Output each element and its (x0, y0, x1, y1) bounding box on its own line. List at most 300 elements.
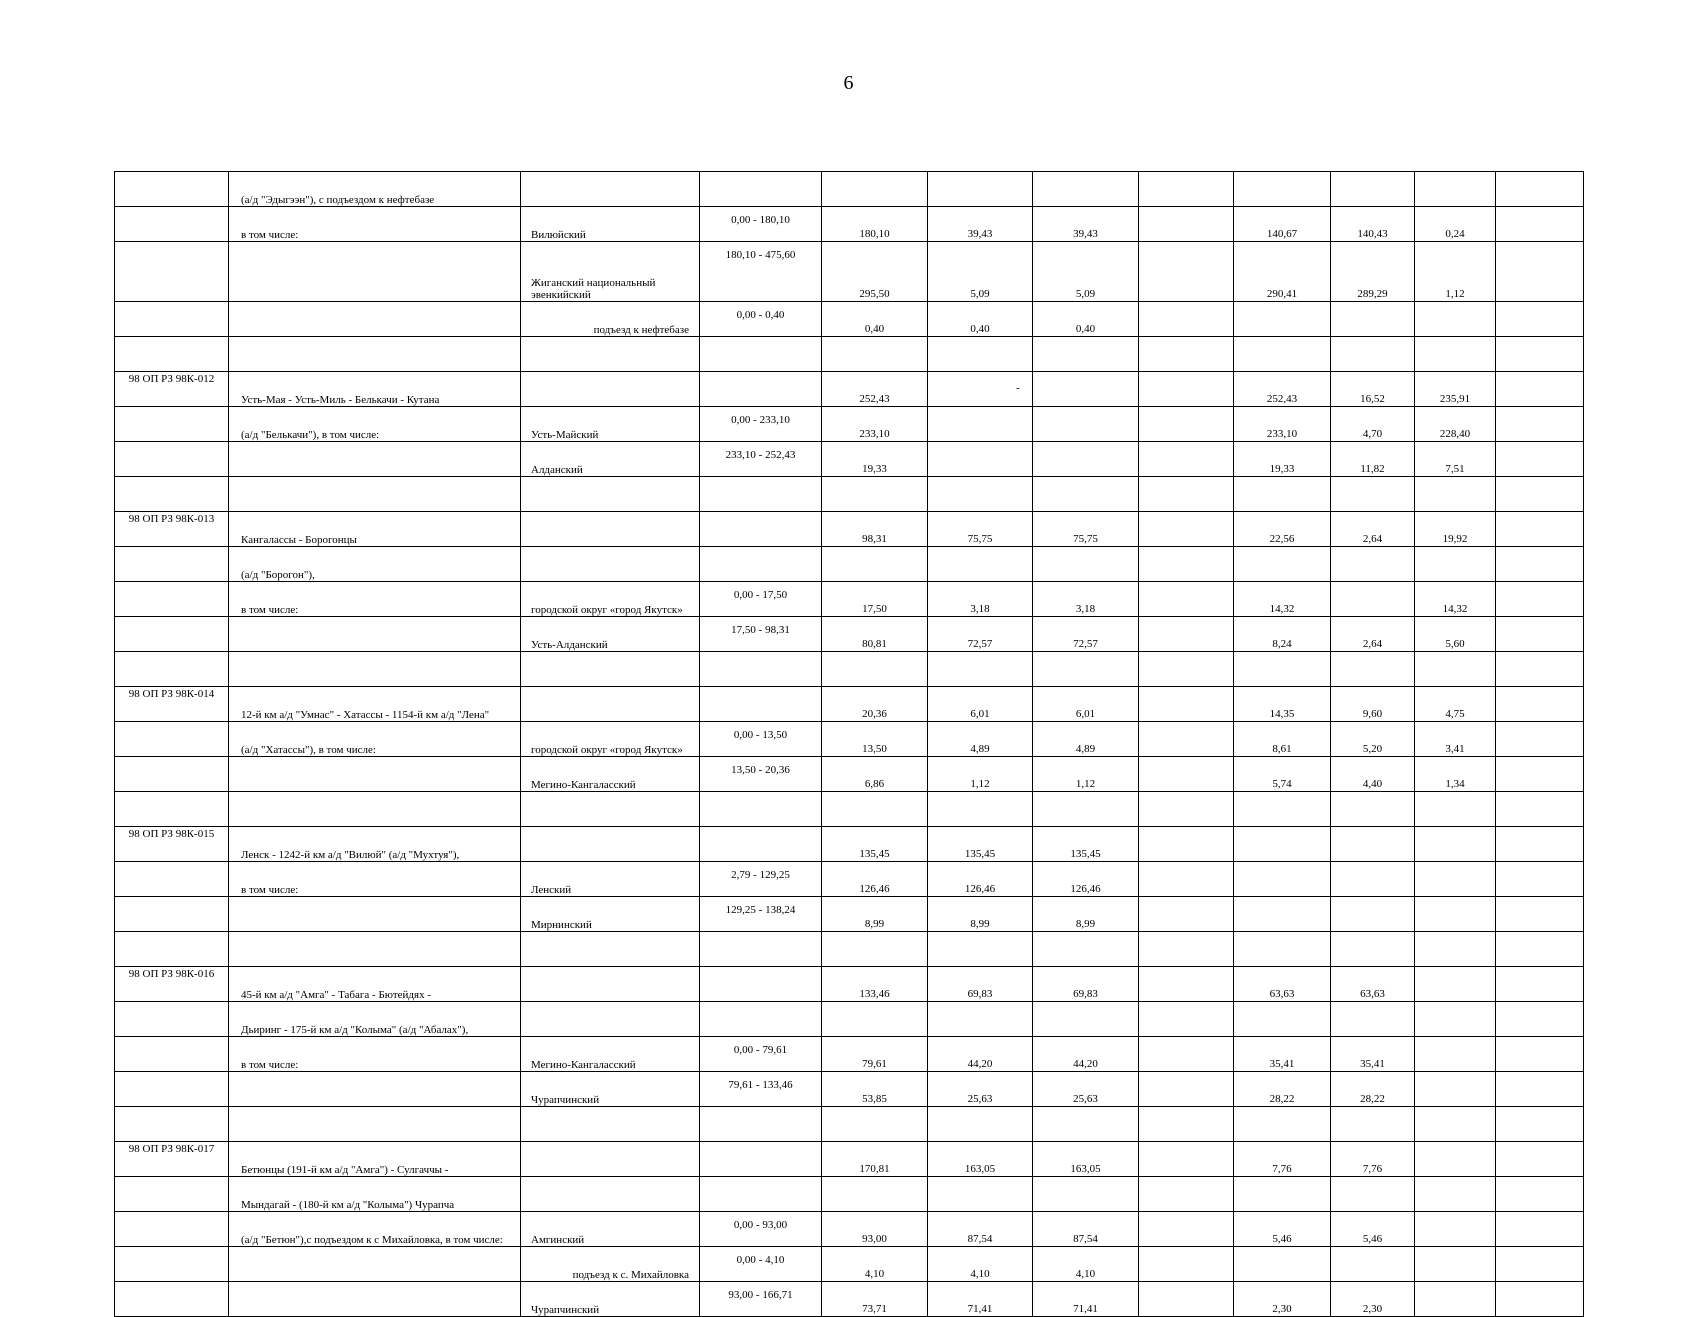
km-range-cell: 233,10 - 252,43 (700, 442, 822, 477)
value-cell-2 (928, 652, 1033, 687)
value-cell-3: 3,18 (1033, 582, 1139, 617)
value-cell-2: 6,01 (928, 687, 1033, 722)
value-cell-5: 14,32 (1234, 582, 1331, 617)
district-cell (521, 372, 700, 407)
table-row (115, 582, 1584, 617)
road-code-cell (115, 337, 229, 372)
road-name-cell (229, 442, 521, 477)
value-cell-4 (1139, 897, 1234, 932)
road-code-cell (115, 547, 229, 582)
value-cell-6 (1331, 827, 1415, 862)
value-cell-4 (1139, 1212, 1234, 1247)
total-length-cell: 233,10 (822, 407, 928, 442)
value-cell-3: 25,63 (1033, 1072, 1139, 1107)
value-cell-5: 63,63 (1234, 967, 1331, 1002)
value-cell-2 (928, 547, 1033, 582)
value-cell-2: 72,57 (928, 617, 1033, 652)
value-cell-7 (1415, 1142, 1496, 1177)
total-length-cell: 4,10 (822, 1247, 928, 1282)
value-cell-5 (1234, 1107, 1331, 1142)
km-range-cell: 79,61 - 133,46 (700, 1072, 822, 1107)
table-row (115, 1177, 1584, 1212)
total-length-cell: 17,50 (822, 582, 928, 617)
road-name-cell: Кангалассы - Борогонцы (229, 512, 521, 547)
road-name-cell (229, 652, 521, 687)
total-length-cell: 170,81 (822, 1142, 928, 1177)
value-cell-6: 63,63 (1331, 967, 1415, 1002)
total-length-cell: 135,45 (822, 827, 928, 862)
total-length-cell: 80,81 (822, 617, 928, 652)
district-cell: Усть-Алданский (521, 617, 700, 652)
value-cell-3: 71,41 (1033, 1282, 1139, 1317)
value-cell-6: 9,60 (1331, 687, 1415, 722)
km-range-cell (700, 827, 822, 862)
km-range-cell: 2,79 - 129,25 (700, 862, 822, 897)
road-code-cell (115, 862, 229, 897)
value-cell-4 (1139, 512, 1234, 547)
value-cell-4 (1139, 172, 1234, 207)
km-range-cell: 0,00 - 79,61 (700, 1037, 822, 1072)
table-row (115, 407, 1584, 442)
value-cell-3: 87,54 (1033, 1212, 1139, 1247)
value-cell-8 (1496, 722, 1584, 757)
value-cell-2: 69,83 (928, 967, 1033, 1002)
value-cell-3: 75,75 (1033, 512, 1139, 547)
value-cell-4 (1139, 582, 1234, 617)
value-cell-7: 4,75 (1415, 687, 1496, 722)
value-cell-5: 5,46 (1234, 1212, 1331, 1247)
value-cell-5: 14,35 (1234, 687, 1331, 722)
value-cell-4 (1139, 442, 1234, 477)
district-cell: Алданский (521, 442, 700, 477)
value-cell-7 (1415, 302, 1496, 337)
road-code-cell (115, 1247, 229, 1282)
total-length-cell: 252,43 (822, 372, 928, 407)
district-cell: Мирнинский (521, 897, 700, 932)
value-cell-8 (1496, 1212, 1584, 1247)
value-cell-8 (1496, 652, 1584, 687)
value-cell-2 (928, 407, 1033, 442)
value-cell-7 (1415, 652, 1496, 687)
value-cell-2: 3,18 (928, 582, 1033, 617)
value-cell-4 (1139, 302, 1234, 337)
value-cell-3: 126,46 (1033, 862, 1139, 897)
road-name-cell: Дьиринг - 175-й км а/д "Колыма" (а/д "Абалах"), (229, 1002, 521, 1037)
value-cell-3 (1033, 442, 1139, 477)
value-cell-5: 28,22 (1234, 1072, 1331, 1107)
value-cell-6: 2,64 (1331, 512, 1415, 547)
value-cell-2: 75,75 (928, 512, 1033, 547)
district-cell (521, 932, 700, 967)
road-code-cell (115, 1107, 229, 1142)
road-code-cell (115, 722, 229, 757)
value-cell-2: 44,20 (928, 1037, 1033, 1072)
value-cell-8 (1496, 792, 1584, 827)
km-range-cell (700, 172, 822, 207)
value-cell-4 (1139, 757, 1234, 792)
value-cell-2: 25,63 (928, 1072, 1033, 1107)
table-row (115, 687, 1584, 722)
dash-mark: - (1016, 382, 1020, 394)
road-code-cell (115, 407, 229, 442)
value-cell-7 (1415, 477, 1496, 512)
km-range-cell (700, 512, 822, 547)
value-cell-7: 1,34 (1415, 757, 1496, 792)
value-cell-6: 7,76 (1331, 1142, 1415, 1177)
value-cell-5 (1234, 547, 1331, 582)
value-cell-6: 35,41 (1331, 1037, 1415, 1072)
value-cell-2: 135,45 (928, 827, 1033, 862)
value-cell-7 (1415, 932, 1496, 967)
road-code-cell (115, 932, 229, 967)
value-cell-4 (1139, 1142, 1234, 1177)
road-name-cell: (а/д "Хатассы"), в том числе: (229, 722, 521, 757)
value-cell-8 (1496, 617, 1584, 652)
value-cell-7 (1415, 827, 1496, 862)
table-row (115, 372, 1584, 407)
value-cell-3 (1033, 652, 1139, 687)
road-code-cell (115, 302, 229, 337)
km-range-cell: 0,00 - 180,10 (700, 207, 822, 242)
value-cell-4 (1139, 337, 1234, 372)
total-length-cell (822, 1107, 928, 1142)
road-code-cell (115, 897, 229, 932)
value-cell-5: 5,74 (1234, 757, 1331, 792)
table-row (115, 1282, 1584, 1317)
value-cell-4 (1139, 1002, 1234, 1037)
km-range-cell: 93,00 - 166,71 (700, 1282, 822, 1317)
value-cell-8 (1496, 757, 1584, 792)
value-cell-3 (1033, 337, 1139, 372)
value-cell-5: 35,41 (1234, 1037, 1331, 1072)
value-cell-8 (1496, 172, 1584, 207)
value-cell-5 (1234, 302, 1331, 337)
total-length-cell: 93,00 (822, 1212, 928, 1247)
value-cell-8 (1496, 582, 1584, 617)
value-cell-4 (1139, 862, 1234, 897)
value-cell-5 (1234, 1247, 1331, 1282)
road-code-cell: 98 ОП РЗ 98К-016 (115, 967, 229, 1002)
value-cell-4 (1139, 1177, 1234, 1212)
value-cell-8 (1496, 1072, 1584, 1107)
total-length-cell: 295,50 (822, 242, 928, 302)
value-cell-6 (1331, 477, 1415, 512)
road-code-cell (115, 207, 229, 242)
table-row (115, 897, 1584, 932)
value-cell-2 (928, 172, 1033, 207)
value-cell-6: 28,22 (1331, 1072, 1415, 1107)
km-range-cell (700, 547, 822, 582)
road-name-cell (229, 302, 521, 337)
district-cell (521, 652, 700, 687)
value-cell-2 (928, 372, 1033, 407)
total-length-cell (822, 1002, 928, 1037)
value-cell-3 (1033, 1177, 1139, 1212)
value-cell-7: 0,24 (1415, 207, 1496, 242)
district-cell (521, 547, 700, 582)
value-cell-8 (1496, 207, 1584, 242)
road-name-cell (229, 792, 521, 827)
value-cell-8 (1496, 897, 1584, 932)
value-cell-3 (1033, 372, 1139, 407)
table-row (115, 242, 1584, 302)
value-cell-4 (1139, 687, 1234, 722)
district-cell (521, 477, 700, 512)
value-cell-4 (1139, 722, 1234, 757)
roads-table (114, 171, 1584, 1317)
district-cell: Ленский (521, 862, 700, 897)
value-cell-8 (1496, 1107, 1584, 1142)
total-length-cell: 79,61 (822, 1037, 928, 1072)
total-length-cell (822, 477, 928, 512)
value-cell-2: 39,43 (928, 207, 1033, 242)
value-cell-4 (1139, 617, 1234, 652)
road-code-cell (115, 477, 229, 512)
road-code-cell: 98 ОП РЗ 98К-013 (115, 512, 229, 547)
km-range-cell (700, 792, 822, 827)
km-range-cell: 0,00 - 13,50 (700, 722, 822, 757)
district-cell (521, 967, 700, 1002)
road-code-cell (115, 442, 229, 477)
total-length-cell: 8,99 (822, 897, 928, 932)
value-cell-7 (1415, 337, 1496, 372)
value-cell-8 (1496, 372, 1584, 407)
value-cell-5: 2,30 (1234, 1282, 1331, 1317)
km-range-cell (700, 477, 822, 512)
value-cell-6 (1331, 932, 1415, 967)
value-cell-7: 14,32 (1415, 582, 1496, 617)
km-range-cell (700, 1177, 822, 1212)
value-cell-7 (1415, 1282, 1496, 1317)
total-length-cell: 13,50 (822, 722, 928, 757)
total-length-cell (822, 792, 928, 827)
value-cell-2 (928, 1177, 1033, 1212)
km-range-cell (700, 967, 822, 1002)
road-name-cell: Бетюнцы (191-й км а/д "Амга") - Сулгаччы - (229, 1142, 521, 1177)
km-range-cell (700, 1107, 822, 1142)
value-cell-3 (1033, 1002, 1139, 1037)
table-row (115, 477, 1584, 512)
road-name-cell: в том числе: (229, 207, 521, 242)
value-cell-6 (1331, 897, 1415, 932)
value-cell-7: 7,51 (1415, 442, 1496, 477)
value-cell-2 (928, 442, 1033, 477)
total-length-cell: 53,85 (822, 1072, 928, 1107)
value-cell-3: 8,99 (1033, 897, 1139, 932)
district-cell: подъезд к с. Михайловка (521, 1247, 700, 1282)
road-name-cell: 45-й км а/д "Амга" - Табага - Бютейдях - (229, 967, 521, 1002)
value-cell-6: 2,30 (1331, 1282, 1415, 1317)
value-cell-6 (1331, 862, 1415, 897)
value-cell-6 (1331, 1107, 1415, 1142)
value-cell-6: 5,46 (1331, 1212, 1415, 1247)
road-code-cell (115, 1177, 229, 1212)
value-cell-6 (1331, 792, 1415, 827)
value-cell-5 (1234, 897, 1331, 932)
value-cell-5: 8,24 (1234, 617, 1331, 652)
table-row (115, 1002, 1584, 1037)
value-cell-3 (1033, 477, 1139, 512)
total-length-cell: 19,33 (822, 442, 928, 477)
table-row (115, 792, 1584, 827)
road-code-cell: 98 ОП РЗ 98К-012 (115, 372, 229, 407)
value-cell-4 (1139, 1282, 1234, 1317)
road-name-cell (229, 242, 521, 302)
value-cell-7 (1415, 967, 1496, 1002)
value-cell-2 (928, 337, 1033, 372)
total-length-cell: 20,36 (822, 687, 928, 722)
km-range-cell: 0,00 - 0,40 (700, 302, 822, 337)
value-cell-8 (1496, 477, 1584, 512)
value-cell-5: 7,76 (1234, 1142, 1331, 1177)
district-cell (521, 1142, 700, 1177)
value-cell-8 (1496, 1177, 1584, 1212)
value-cell-8 (1496, 967, 1584, 1002)
value-cell-4 (1139, 967, 1234, 1002)
value-cell-2: 87,54 (928, 1212, 1033, 1247)
road-code-cell (115, 172, 229, 207)
district-cell: Мегино-Кангаласский (521, 757, 700, 792)
total-length-cell: 180,10 (822, 207, 928, 242)
road-code-cell (115, 1212, 229, 1247)
value-cell-7: 235,91 (1415, 372, 1496, 407)
total-length-cell: 0,40 (822, 302, 928, 337)
value-cell-2 (928, 792, 1033, 827)
value-cell-3: 135,45 (1033, 827, 1139, 862)
total-length-cell: 133,46 (822, 967, 928, 1002)
value-cell-8 (1496, 512, 1584, 547)
value-cell-5 (1234, 337, 1331, 372)
value-cell-5: 19,33 (1234, 442, 1331, 477)
value-cell-4 (1139, 547, 1234, 582)
value-cell-7: 228,40 (1415, 407, 1496, 442)
value-cell-5 (1234, 652, 1331, 687)
value-cell-7 (1415, 1177, 1496, 1212)
road-name-cell: в том числе: (229, 1037, 521, 1072)
total-length-cell (822, 932, 928, 967)
table-row (115, 757, 1584, 792)
road-code-cell (115, 242, 229, 302)
value-cell-4 (1139, 372, 1234, 407)
value-cell-3: 69,83 (1033, 967, 1139, 1002)
value-cell-5: 252,43 (1234, 372, 1331, 407)
value-cell-7 (1415, 1037, 1496, 1072)
road-name-cell: (а/д "Белькачи"), в том числе: (229, 407, 521, 442)
table-row (115, 1107, 1584, 1142)
value-cell-5: 290,41 (1234, 242, 1331, 302)
value-cell-4 (1139, 242, 1234, 302)
road-code-cell (115, 617, 229, 652)
value-cell-2: 0,40 (928, 302, 1033, 337)
value-cell-5 (1234, 477, 1331, 512)
value-cell-6 (1331, 337, 1415, 372)
value-cell-3 (1033, 932, 1139, 967)
district-cell: Усть-Майский (521, 407, 700, 442)
page-number: 6 (843, 72, 854, 94)
table-row (115, 337, 1584, 372)
value-cell-2: 4,89 (928, 722, 1033, 757)
value-cell-8 (1496, 1247, 1584, 1282)
road-name-cell (229, 477, 521, 512)
km-range-cell: 180,10 - 475,60 (700, 242, 822, 302)
total-length-cell: 98,31 (822, 512, 928, 547)
value-cell-8 (1496, 1037, 1584, 1072)
table-row (115, 932, 1584, 967)
district-cell (521, 172, 700, 207)
value-cell-5 (1234, 862, 1331, 897)
district-cell (521, 337, 700, 372)
value-cell-5 (1234, 1177, 1331, 1212)
table-row (115, 1072, 1584, 1107)
district-cell: Вилюйский (521, 207, 700, 242)
km-range-cell (700, 337, 822, 372)
value-cell-7 (1415, 1107, 1496, 1142)
value-cell-6 (1331, 1177, 1415, 1212)
km-range-cell: 0,00 - 93,00 (700, 1212, 822, 1247)
total-length-cell (822, 172, 928, 207)
km-range-cell (700, 1142, 822, 1177)
value-cell-5: 233,10 (1234, 407, 1331, 442)
km-range-cell: 0,00 - 233,10 (700, 407, 822, 442)
road-code-cell (115, 1072, 229, 1107)
district-cell: Жиганский национальный эвенкийский (521, 242, 700, 302)
value-cell-3: 39,43 (1033, 207, 1139, 242)
value-cell-2: 71,41 (928, 1282, 1033, 1317)
value-cell-8 (1496, 337, 1584, 372)
value-cell-2: 8,99 (928, 897, 1033, 932)
district-cell (521, 1002, 700, 1037)
value-cell-6 (1331, 302, 1415, 337)
road-name-cell: Усть-Мая - Усть-Миль - Белькачи - Кутана (229, 372, 521, 407)
table-row (115, 1142, 1584, 1177)
value-cell-3 (1033, 172, 1139, 207)
value-cell-2: 1,12 (928, 757, 1033, 792)
total-length-cell (822, 1177, 928, 1212)
value-cell-5: 140,67 (1234, 207, 1331, 242)
value-cell-6 (1331, 547, 1415, 582)
value-cell-6: 140,43 (1331, 207, 1415, 242)
value-cell-8 (1496, 1002, 1584, 1037)
road-code-cell (115, 1002, 229, 1037)
value-cell-7: 3,41 (1415, 722, 1496, 757)
road-code-cell (115, 1282, 229, 1317)
km-range-cell (700, 932, 822, 967)
value-cell-8 (1496, 442, 1584, 477)
district-cell (521, 512, 700, 547)
district-cell: Чурапчинский (521, 1282, 700, 1317)
value-cell-3: 72,57 (1033, 617, 1139, 652)
table-row (115, 512, 1584, 547)
value-cell-7 (1415, 862, 1496, 897)
total-length-cell: 126,46 (822, 862, 928, 897)
value-cell-7: 1,12 (1415, 242, 1496, 302)
road-name-cell: (а/д "Эдыгээн"), с подъездом к нефтебазе (229, 172, 521, 207)
road-name-cell (229, 932, 521, 967)
table-body (115, 172, 1584, 1317)
km-range-cell: 13,50 - 20,36 (700, 757, 822, 792)
value-cell-7 (1415, 1002, 1496, 1037)
district-cell: Чурапчинский (521, 1072, 700, 1107)
road-code-cell (115, 652, 229, 687)
road-name-cell (229, 1282, 521, 1317)
value-cell-8 (1496, 407, 1584, 442)
road-code-cell (115, 582, 229, 617)
value-cell-3 (1033, 407, 1139, 442)
road-name-cell: (а/д "Бетюн"),с подъездом к с Михайловка, в том числе: (229, 1212, 521, 1247)
value-cell-5 (1234, 932, 1331, 967)
road-name-cell: в том числе: (229, 582, 521, 617)
value-cell-2 (928, 932, 1033, 967)
